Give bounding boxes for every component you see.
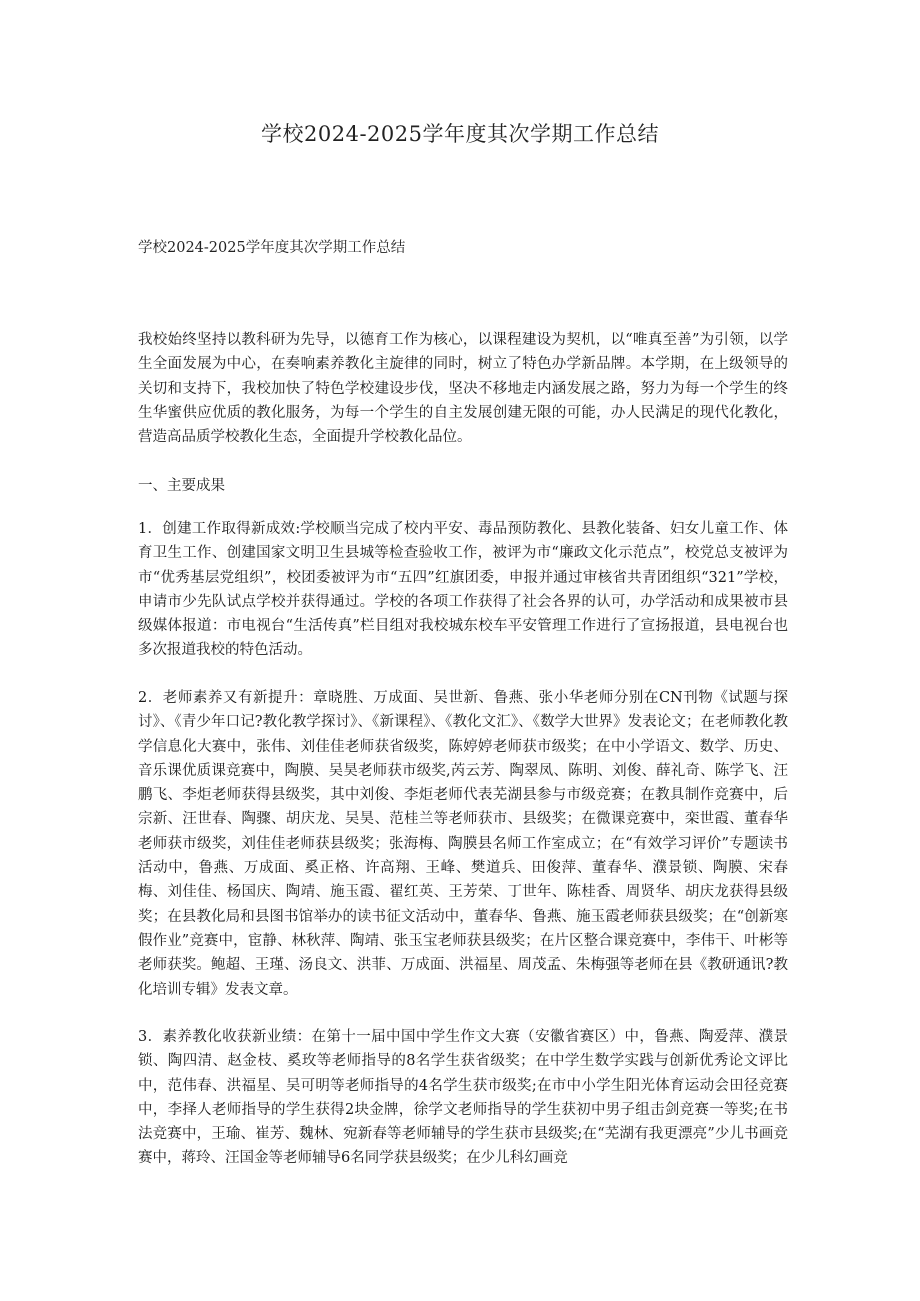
document-title: 学校2024-2025学年度其次学期工作总结 [261,122,659,146]
document-subtitle: 学校2024-2025学年度其次学期工作总结 [138,240,406,256]
achievement-item-3: 3．素养教化收获新业绩：在第十一届中国中学生作文大赛（安徽省赛区）中，鲁燕、陶爱萍、濮景锁、陶四清、赵金枝、奚玫等老师指导的8名学生获省级奖；在中学生数学实践与创新优秀论文评比中，范伟春、洪福星、吴可明等老师指导的4名学生获市级奖;在市中小学生阳光体育运动会田径竞赛中，李择人老师指导的学生获得2块金牌，徐学文老师指导的学生获初中男子组击剑竞赛一等奖;在书法竞赛中，王瑜、崔芳、魏林、宛新春等老师辅导的学生获市县级奖;在“芜湖有我更漂亮”少儿书画竞赛中，蒋玲、汪国金等老师辅导6名同学获县级奖；在少儿科幻画竞 [138,1029,788,1167]
achievement-item-2: 2．老师素养又有新提升：章晓胜、万成面、吴世新、鲁燕、张小华老师分别在CN刊物《试题与探讨》、《青少年口记?教化教学探讨》、《新课程》、《教化文汇》、《数学大世界》发表论文；在老师教化教学信息化大赛中，张伟、刘佳佳老师获省级奖，陈婷婷老师获市级奖；在中小学语文、数学、历史、音乐课优质课竞赛中，陶膜、吴昊老师获市级奖,芮云芳、陶翠凤、陈明、刘俊、薛礼奇、陈学飞、汪鹏飞、李炬老师获得县级奖，其中刘俊、李炬老师代表芜湖县参与市级竞赛；在教具制作竞赛中，后宗新、汪世春、陶骤、胡庆龙、吴昊、范桂兰等老师获市、县级奖；在微课竞赛中，栾世霞、董春华老师获市级奖，刘佳佳老师获县级奖；张海梅、陶膜县名师工作室成立；在“有效学习评价”专题读书活动中，鲁燕、万成面、奚正格、许高翔、王峰、樊道兵、田俊萍、董春华、濮景锁、陶膜、宋春梅、刘佳佳、杨国庆、陶靖、施玉霞、翟红英、王芳荣、丁世年、陈桂香、周贤华、胡庆龙获得县级奖；在县教化局和县图书馆举办的读书征文活动中，董春华、鲁燕、施玉霞老师获县级奖；在“创新寒假作业”竞赛中，宦静、林秋萍、陶靖、张玉宝老师获县级奖；在片区整合课竞赛中，李伟干、叶彬等老师获奖。鲍超、王瑾、汤良文、洪菲、万成面、洪福星、周茂孟、朱梅强等老师在县《教研通讯?教化培训专辑》发表文章。 [138,690,788,998]
intro-paragraph: 我校始终坚持以教科研为先导，以德育工作为核心，以课程建设为契机，以“唯真至善”为引领，以学生全面发展为中心，在奏响素养教化主旋律的同时，树立了特色办学新品牌。本学期，在上级领导的关切和支持下，我校加快了特色学校建设步伐，坚决不移地走内涵发展之路，努力为每一个学生的终生华蜜供应优质的教化服务，为每一个学生的自主发展创建无限的可能，办人民满足的现代化教化，营造高品质学校教化生态，全面提升学校教化品位。 [138,332,788,446]
section-heading: 一、主要成果 [138,478,225,494]
achievement-item-1: 1．创建工作取得新成效:学校顺当完成了校内平安、毒品预防教化、县教化装备、妇女儿童工作、体育卫生工作、创建国家文明卫生县城等检查验收工作，被评为市“廉政文化示范点”，校党总支被评为市“优秀基层党组织”，校团委被评为市“五四”红旗团委，申报并通过审核省共青团组织“321”学校，申请市少先队试点学校并获得通过。学校的各项工作获得了社会各界的认可，办学活动和成果被市县级媒体报道：市电视台“生活传真”栏目组对我校城东校车平安管理工作进行了宣扬报道，县电视台也多次报道我校的特色活动。 [138,521,788,659]
